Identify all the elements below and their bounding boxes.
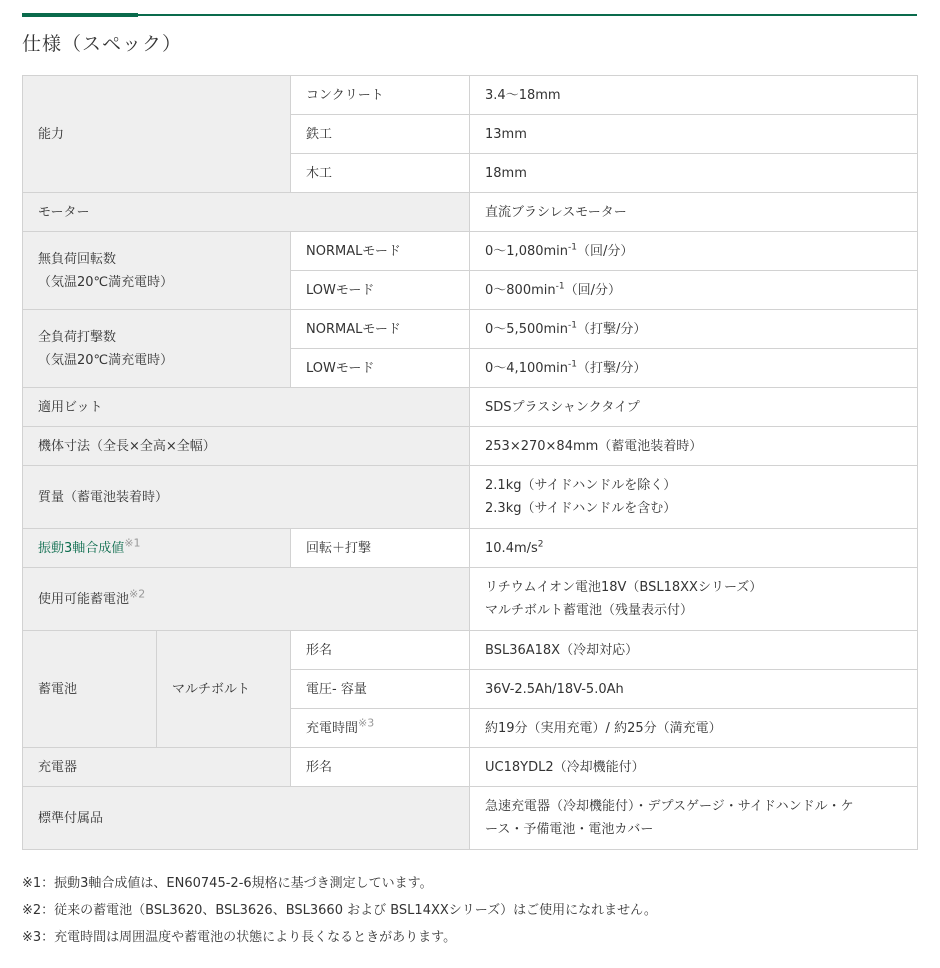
battery-charge-title: 充電時間 <box>306 720 359 736</box>
battery-label: 蓄電池 <box>23 631 157 748</box>
note-marker: ※1 <box>124 536 141 550</box>
charger-model-value: UC18YDL2（冷却機能付） <box>470 748 918 787</box>
superscript: -1 <box>568 242 578 253</box>
vibration-mode: 回転＋打撃 <box>291 529 470 568</box>
bit-value: SDSプラスシャンクタイプ <box>470 388 918 427</box>
accessories-value <box>470 787 918 850</box>
footnote: ※2：従来の蓄電池（BSL3620、BSL3626、BSL3660 および BSL14XXシリーズ）はご使用になれません。 <box>22 903 657 918</box>
capacity-concrete-label: コンクリート <box>291 76 470 115</box>
table-row <box>23 76 918 115</box>
battery-model-value: BSL36A18X（冷却対応） <box>470 631 918 670</box>
table-row <box>23 427 918 466</box>
superscript: -1 <box>568 320 578 331</box>
vibration-value <box>470 529 918 568</box>
full-load-impact-label <box>23 310 291 388</box>
charger-label: 充電器 <box>23 748 291 787</box>
capacity-wood-value: 18mm <box>470 154 918 193</box>
no-load-speed-condition: （気温20℃満充電時） <box>38 274 174 290</box>
weight-value-line: 2.1kg（サイドハンドルを除く） <box>485 478 677 493</box>
section-divider-accent <box>22 13 138 17</box>
page-title: 仕様（スペック） <box>22 33 183 55</box>
battery-voltage-value: 36V-2.5Ah/18V-5.0Ah <box>470 670 918 709</box>
battery-type: マルチボルト <box>157 631 291 748</box>
section-divider <box>22 14 917 16</box>
impact-normal-number: 0～5,500min <box>485 321 569 337</box>
impact-normal-unit: （打撃/分） <box>577 321 647 337</box>
battery-model-label: 形名 <box>291 631 470 670</box>
no-load-normal-value <box>470 232 918 271</box>
table-row <box>23 529 918 568</box>
capacity-wood-label: 木工 <box>291 154 470 193</box>
note-marker: ※3 <box>358 716 375 730</box>
full-load-impact-title: 全負荷打撃数 <box>38 329 117 345</box>
dimensions-value: 253×270×84mm（蓄電池装着時） <box>470 427 918 466</box>
vibration-label <box>23 529 291 568</box>
table-row <box>23 193 918 232</box>
no-load-speed-title: 無負荷回転数 <box>38 251 117 267</box>
impact-low-value <box>470 349 918 388</box>
capacity-steel-label: 鉄工 <box>291 115 470 154</box>
no-load-normal-number: 0～1,080min <box>485 243 569 259</box>
capacity-steel-value: 13mm <box>470 115 918 154</box>
no-load-speed-label <box>23 232 291 310</box>
table-row <box>23 787 918 850</box>
usable-battery-title: 使用可能蓄電池 <box>38 591 130 607</box>
weight-value <box>470 466 918 529</box>
charger-model-label: 形名 <box>291 748 470 787</box>
bit-label: 適用ビット <box>23 388 470 427</box>
usable-battery-value <box>470 568 918 631</box>
impact-normal-label: NORMALモード <box>291 310 470 349</box>
vibration-number: 10.4m/s <box>485 540 538 556</box>
no-load-low-number: 0～800min <box>485 282 556 298</box>
spec-table <box>22 75 918 850</box>
battery-charge-label <box>291 709 470 748</box>
superscript: 2 <box>537 539 544 550</box>
impact-normal-value <box>470 310 918 349</box>
no-load-low-value <box>470 271 918 310</box>
footnotes <box>22 870 657 951</box>
accessories-label: 標準付属品 <box>23 787 470 850</box>
superscript: -1 <box>568 359 578 370</box>
motor-value: 直流ブラシレスモーター <box>470 193 918 232</box>
capacity-concrete-value: 3.4～18mm <box>470 76 918 115</box>
impact-low-label: LOWモード <box>291 349 470 388</box>
no-load-normal-label: NORMALモード <box>291 232 470 271</box>
capacity-label: 能力 <box>23 76 291 193</box>
full-load-impact-condition: （気温20℃満充電時） <box>38 352 174 368</box>
weight-label: 質量（蓄電池装着時） <box>23 466 470 529</box>
superscript: -1 <box>555 281 565 292</box>
usable-battery-line: リチウムイオン電池18V（BSL18XXシリーズ） <box>485 580 763 595</box>
vibration-label-link[interactable]: 振動3軸合成値 <box>38 540 125 556</box>
battery-voltage-label: 電圧- 容量 <box>291 670 470 709</box>
table-row <box>23 232 918 271</box>
no-load-normal-unit: （回/分） <box>577 243 634 259</box>
table-row <box>23 310 918 349</box>
note-marker: ※2 <box>129 587 146 601</box>
motor-label: モーター <box>23 193 470 232</box>
impact-low-number: 0～4,100min <box>485 360 569 376</box>
table-row <box>23 631 918 670</box>
usable-battery-line: マルチボルト蓄電池（残量表示付） <box>485 603 694 618</box>
table-row <box>23 388 918 427</box>
footnote: ※1：振動3軸合成値は、EN60745-2-6規格に基づき測定しています。 <box>22 876 433 891</box>
footnote: ※3：充電時間は周囲温度や蓄電池の状態により長くなるときがあります。 <box>22 930 457 945</box>
no-load-low-label: LOWモード <box>291 271 470 310</box>
no-load-low-unit: （回/分） <box>564 282 621 298</box>
table-row <box>23 748 918 787</box>
usable-battery-label <box>23 568 470 631</box>
dimensions-label: 機体寸法（全長×全高×全幅） <box>23 427 470 466</box>
table-row <box>23 466 918 529</box>
battery-charge-value: 約19分（実用充電）/ 約25分（満充電） <box>470 709 918 748</box>
accessories-line: ース・予備電池・電池カバー <box>485 822 654 837</box>
table-row <box>23 568 918 631</box>
impact-low-unit: （打撃/分） <box>577 360 647 376</box>
accessories-line: 急速充電器（冷却機能付）・デプスゲージ・サイドハンドル・ケ <box>485 799 854 814</box>
weight-value-line: 2.3kg（サイドハンドルを含む） <box>485 501 677 516</box>
